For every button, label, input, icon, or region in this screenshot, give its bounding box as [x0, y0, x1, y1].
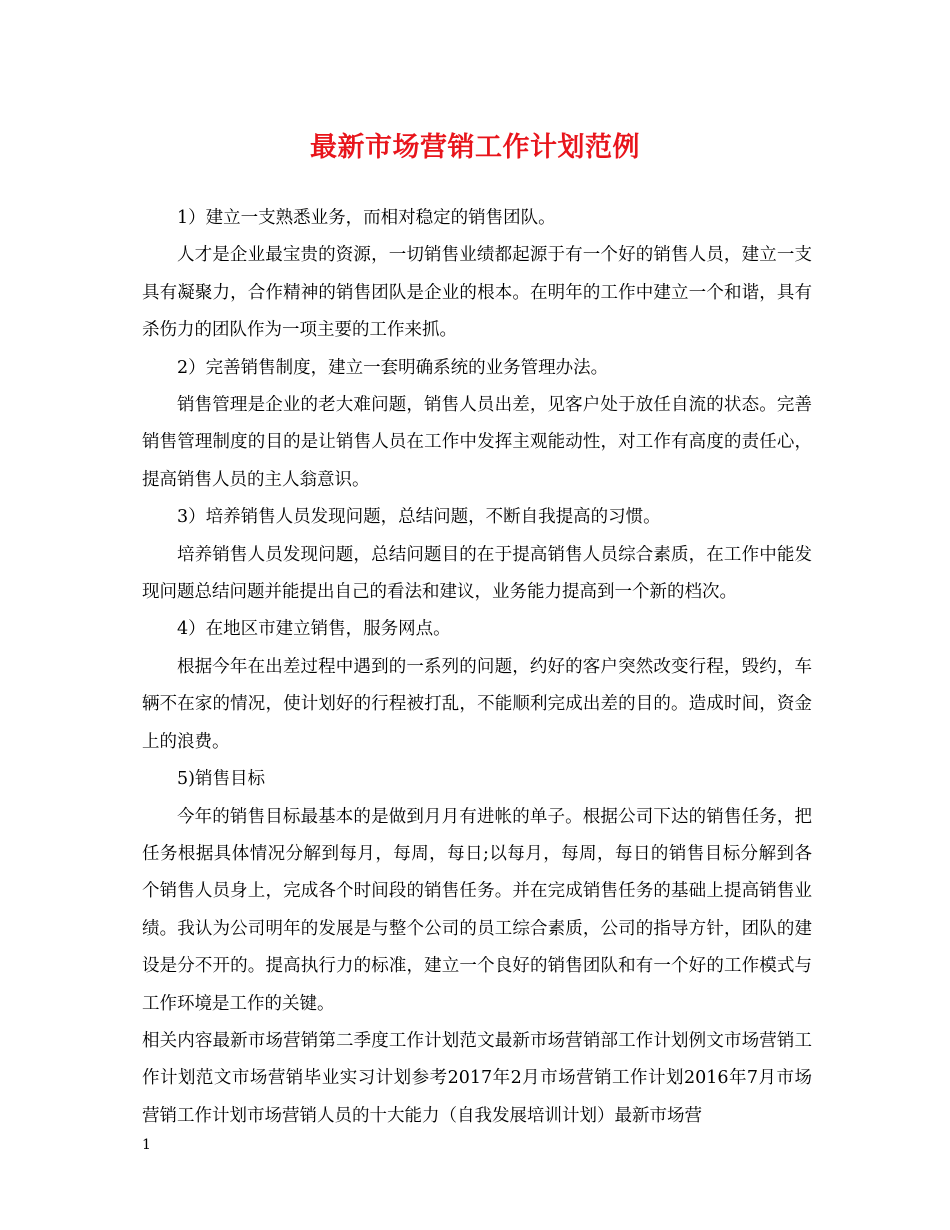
section-heading-3: 3）培养销售人员发现问题，总结问题，不断自我提高的习惯。 — [177, 507, 661, 528]
related-content: 相关内容最新市场营销第二季度工作计划范文最新市场营销部工作计划例文市场营销工作计划范文市场营销毕业实习计划参考2017年2月市场营销工作计划2016年7月市场营销工作计划市场营销人员的十大能力（自我发展培训计划）最新市场营 — [142, 1030, 812, 1126]
section-heading-1: 1）建立一支熟悉业务，而相对稳定的销售团队。 — [177, 208, 556, 228]
section-heading-2: 2）完善销售制度，建立一套明确系统的业务管理办法。 — [177, 357, 609, 378]
section-paragraph-5: 今年的销售目标最基本的是做到月月有进帐的单子。根据公司下达的销售任务，把任务根据具体情况分解到每月，每周，每日;以每月，每周，每日的销售目标分解到各个销售人员身上，完成各个时间段的销售任务。并在完成销售任务的基础上提高销售业绩。我认为公司明年的发展是与整个公司的员工综合素质，公司的指导方针，团队的建设是分不开的。提高执行力的标准，建立一个良好的销售团队和有一个好的工作模式与工作环境是工作的关键。 — [142, 806, 812, 1014]
document-body — [142, 200, 812, 1135]
section-paragraph-3: 培养销售人员发现问题，总结问题目的在于提高销售人员综合素质，在工作中能发现问题总结问题并能提出自己的看法和建议，业务能力提高到一个新的档次。 — [142, 544, 812, 603]
section-paragraph-1: 人才是企业最宝贵的资源，一切销售业绩都起源于有一个好的销售人员，建立一支具有凝聚力，合作精神的销售团队是企业的根本。在明年的工作中建立一个和谐，具有杀伤力的团队作为一项主要的工作来抓。 — [142, 245, 812, 341]
section-paragraph-4: 根据今年在出差过程中遇到的一系列的问题，约好的客户突然改变行程，毁约，车辆不在家的情况，使计划好的行程被打乱，不能顺利完成出差的目的。造成时间，资金上的浪费。 — [142, 656, 812, 752]
section-heading-4: 4）在地区市建立销售，服务网点。 — [177, 619, 451, 640]
section-paragraph-2: 销售管理是企业的老大难问题，销售人员出差，见客户处于放任自流的状态。完善销售管理制度的目的是让销售人员在工作中发挥主观能动性，对工作有高度的责任心，提高销售人员的主人翁意识。 — [142, 395, 812, 490]
section-heading-5: 5)销售目标 — [177, 769, 265, 790]
page-number: 1 — [142, 1137, 151, 1153]
document-title: 最新市场营销工作计划范例 — [310, 132, 640, 163]
